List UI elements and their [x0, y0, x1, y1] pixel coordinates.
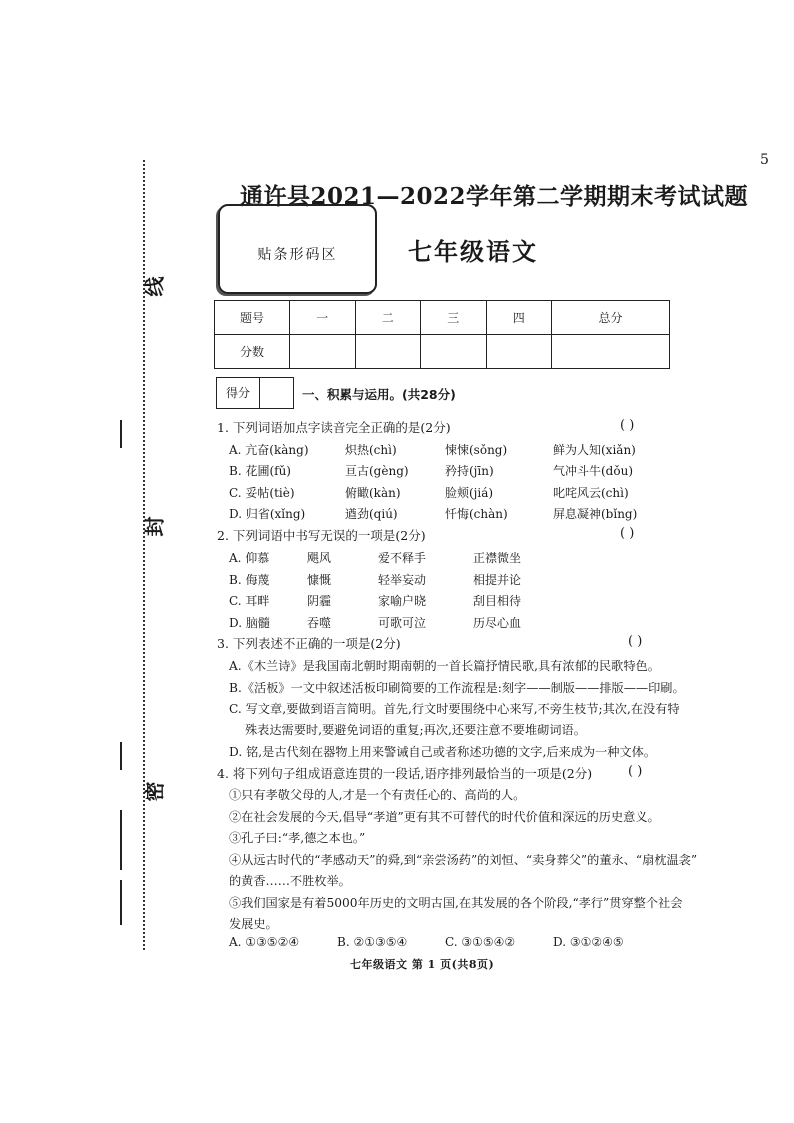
q1-option: 气冲斗牛(dǒu) — [553, 464, 633, 478]
q1-option: 遒劲(qiú) — [345, 507, 398, 521]
exam-title: 通许县2021—2022学年第二学期期末考试试题 — [240, 183, 749, 210]
defen-label: 得分 — [217, 378, 260, 408]
barcode-area — [218, 204, 377, 294]
question-2-stem: 2. 下列词语中书写无误的一项是(2分) — [217, 528, 426, 543]
q1-option: 矜持(jīn) — [445, 464, 494, 478]
q4-sentence: ④从远古时代的“孝感动天”的舜,到“亲尝汤药”的刘恒、“卖身葬父”的董永、“扇枕温衾” — [229, 853, 698, 867]
barcode-label: 贴条形码区 — [257, 247, 338, 263]
q1-option: A. 亢奋(kàng) — [229, 443, 309, 457]
q2-option: 吞噬 — [307, 616, 332, 630]
q4-sentence: 的黄香……不胜枚举。 — [229, 874, 351, 888]
score-input-cell — [355, 335, 421, 369]
q3-option-line: B.《活板》一文中叙述活板印刷简要的工作流程是:刻字——制版——排版——印刷。 — [229, 681, 685, 695]
score-input-cell — [421, 335, 487, 369]
q2-option: C. 耳畔 — [229, 594, 270, 608]
score-table-cell: 三 — [421, 301, 487, 335]
q1-option: 悚悚(sǒng) — [445, 443, 508, 457]
q2-option: 爱不释手 — [378, 551, 427, 565]
score-input-cell — [290, 335, 356, 369]
score-input-cell — [552, 335, 670, 369]
q1-option: 鲜为人知(xiǎn) — [553, 443, 636, 457]
answer-paren: ( ) — [628, 764, 643, 779]
margin-line-char: 线 — [142, 276, 167, 297]
q4-option: B. ②①③⑤④ — [337, 935, 408, 949]
q2-option: 慷慨 — [307, 573, 332, 587]
score-table-cell: 二 — [355, 301, 421, 335]
q1-option: 忏悔(chàn) — [445, 507, 508, 521]
q4-option: D. ③①②④⑤ — [553, 935, 624, 949]
q1-option: C. 妥帖(tiè) — [229, 486, 295, 500]
q1-option: 脸颊(jiá) — [445, 486, 494, 500]
score-table-cell: 四 — [486, 301, 552, 335]
margin-mark — [120, 880, 122, 925]
q1-option: 屏息凝神(bǐng) — [553, 507, 638, 521]
answer-paren: ( ) — [620, 418, 635, 433]
corner-mark: 5 — [760, 152, 769, 168]
score-table-cell: 一 — [290, 301, 356, 335]
score-table-score-row — [215, 335, 670, 369]
q2-option: 飓风 — [307, 551, 332, 565]
question-4-stem: 4. 将下列句子组成语意连贯的一段话,语序排列最恰当的一项是(2分) — [217, 766, 593, 781]
score-input-cell — [486, 335, 552, 369]
score-table-cell: 分数 — [215, 335, 290, 369]
q2-option: 阴霾 — [307, 594, 332, 608]
margin-secret-char: 密 — [142, 781, 167, 802]
q1-option: B. 花圃(fǔ) — [229, 464, 291, 478]
q2-option: 可歌可泣 — [378, 616, 427, 630]
q2-option: 正襟微坐 — [473, 551, 522, 565]
score-table-header-row — [215, 301, 670, 335]
q3-option-line: A.《木兰诗》是我国南北朝时期南朝的一首长篇抒情民歌,具有浓郁的民歌特色。 — [229, 659, 660, 673]
q3-option-line: D. 铭,是古代刻在器物上用来警诫自己或者称述功德的文字,后来成为一种文体。 — [229, 745, 657, 759]
page-footer: 七年级语文 第 1 页(共8页) — [350, 958, 495, 971]
margin-mark — [120, 810, 122, 870]
q4-sentence: ③孔子曰:“孝,德之本也。” — [229, 831, 366, 845]
q2-option: 轻举妄动 — [378, 573, 427, 587]
q1-option: 亘古(gèng) — [345, 464, 409, 478]
q2-option: 相提并论 — [473, 573, 522, 587]
margin-mark — [120, 420, 122, 448]
section-score-box — [216, 377, 294, 409]
q2-option: 刮目相待 — [473, 594, 522, 608]
section-heading: 一、积累与运用。(共28分) — [302, 387, 456, 402]
question-3-stem: 3. 下列表述不正确的一项是(2分) — [217, 636, 401, 651]
q4-sentence: ①只有孝敬父母的人,才是一个有责任心的、高尚的人。 — [229, 788, 526, 802]
q4-option: C. ③①⑤④② — [445, 935, 516, 949]
answer-paren: ( ) — [628, 634, 643, 649]
score-table — [214, 300, 670, 369]
q2-option: 家喻户晓 — [378, 594, 427, 608]
question-1-stem: 1. 下列词语加点字读音完全正确的是(2分) — [217, 420, 451, 435]
exam-subtitle: 七年级语文 — [408, 237, 538, 266]
q3-option-line: C. 写文章,要做到语言简明。首先,行文时要围绕中心来写,不旁生枝节;其次,在没有特 — [229, 702, 680, 716]
margin-seal-char: 封 — [142, 516, 167, 537]
q2-option: A. 仰慕 — [229, 551, 270, 565]
score-table-cell: 题号 — [215, 301, 290, 335]
q4-option: A. ①③⑤②④ — [229, 935, 300, 949]
q4-sentence: 发展史。 — [229, 917, 278, 931]
q3-option-line: 殊表达需要时,要避免词语的重复;再次,还要注意不要堆砌词语。 — [245, 723, 586, 737]
q1-option: D. 归省(xǐng) — [229, 507, 306, 521]
score-table-cell: 总分 — [552, 301, 670, 335]
q1-option: 俯瞰(kàn) — [345, 486, 401, 500]
margin-mark — [120, 742, 122, 770]
q4-sentence: ②在社会发展的今天,倡导“孝道”更有其不可替代的时代价值和深远的历史意义。 — [229, 810, 660, 824]
q2-option: B. 侮蔑 — [229, 573, 270, 587]
answer-paren: ( ) — [620, 526, 635, 541]
q2-option: 历尽心血 — [473, 616, 522, 630]
q1-option: 炽热(chì) — [345, 443, 397, 457]
q2-option: D. 脑髓 — [229, 616, 270, 630]
q1-option: 叱咤风云(chì) — [553, 486, 629, 500]
q4-sentence: ⑤我们国家是有着5000年历史的文明古国,在其发展的各个阶段,“孝行”贯穿整个社会 — [229, 896, 683, 910]
